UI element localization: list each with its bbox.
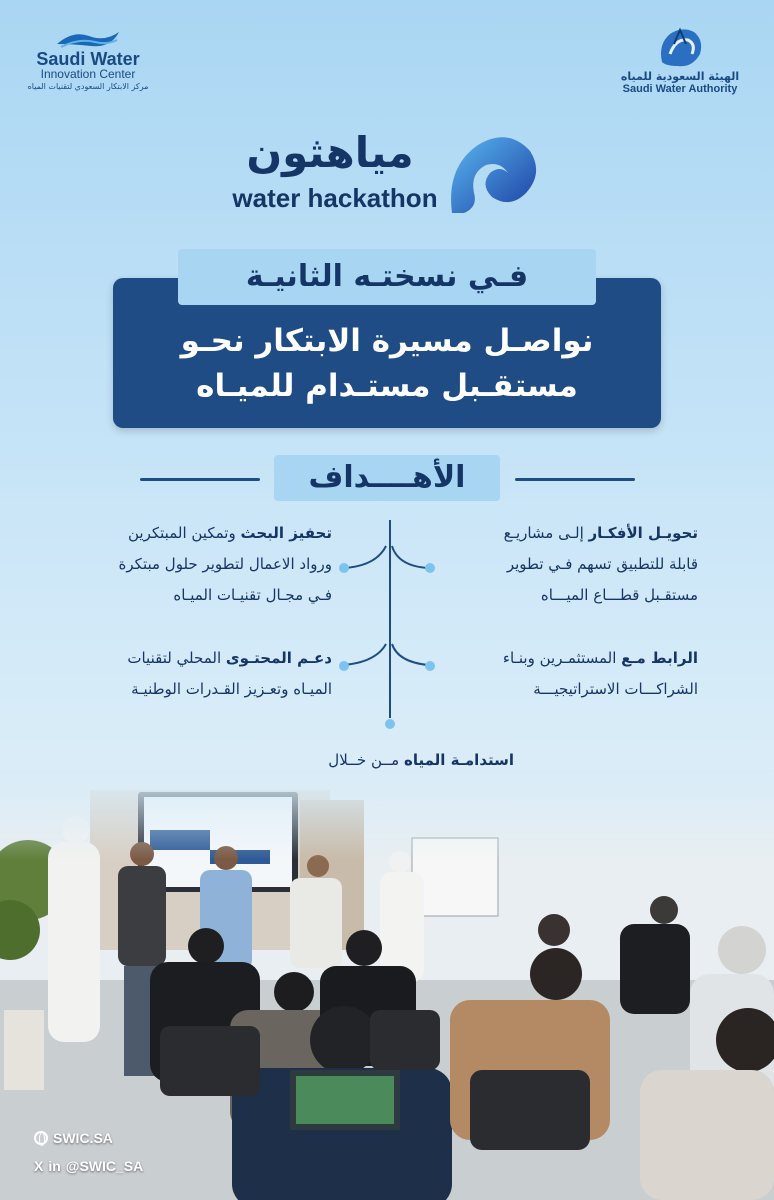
goal-rest: المحلي لتقنيات [127,649,226,667]
goal-bold: الرابط مـع [621,649,698,667]
brand-english: water hackathon [232,183,438,213]
goal-bold: تحويـل الأفكـار [588,524,698,542]
goal-line2: قابلة للتطبيق تسهم فـي تطوير [506,555,698,573]
goal-rest: إلـى مشاريـع [503,524,589,542]
website-link[interactable] [34,1130,113,1146]
handle-text: @SWIC_SA [65,1158,144,1174]
goal-line3: فـي مجـال تقنيـات الميـاه [173,586,332,604]
goals-title: الأهــــداف [274,455,500,501]
goal-bold: استدامـة المياه [404,751,514,769]
goal-bold: تحفيز البحث [240,524,332,542]
swa-name-arabic: الهيئة السعودية للمياه [620,70,740,83]
social-handle[interactable] [34,1158,143,1174]
swic-name-arabic: مركز الابتكار السعودي لتقنيات المياه [27,82,149,91]
goal-item [70,518,332,611]
globe-icon [34,1131,48,1145]
x-icon: X [34,1158,44,1174]
linkedin-icon: in [48,1158,61,1174]
swic-name-line2: Innovation Center [40,67,136,81]
swa-name-english: Saudi Water Authority [622,83,738,95]
goal-line2: ورواد الاعمال لتطوير حلول مبتكرة [118,555,332,573]
tree-node [385,719,395,729]
goal-item [70,643,332,705]
goal-item [430,643,698,705]
goal-rest: المستثمـرين وبنـاء [502,649,622,667]
goal-line2: الميـاه وتعـزيز القـدرات الوطنيـة [131,680,332,698]
website-text: SWIC.SA [53,1130,113,1146]
swic-name-line1: Saudi Water [36,49,140,69]
goal-rest: وتمكين المبتكرين [128,524,241,542]
goal-line2: الشراكـــات الاستراتيجيـــة [533,680,698,698]
photo-fade [0,770,774,860]
edition-banner: فـي نسختـه الثانيـة [178,249,596,305]
goal-rest: مــن خــلال [328,751,404,769]
goal-line3: مستقـبل قطـــاع الميـــاه [540,586,698,604]
tree-node [339,661,349,671]
headline-line1: نواصـل مسيرة الابتكار نحـو [180,323,594,359]
brand-arabic: مياهثون [246,128,414,177]
goal-item [430,518,698,611]
goal-bold: دعـم المحتـوى [225,649,332,667]
headline-line2: مستقـبل مستـدام للميـاه [196,368,578,404]
tree-node [339,563,349,573]
